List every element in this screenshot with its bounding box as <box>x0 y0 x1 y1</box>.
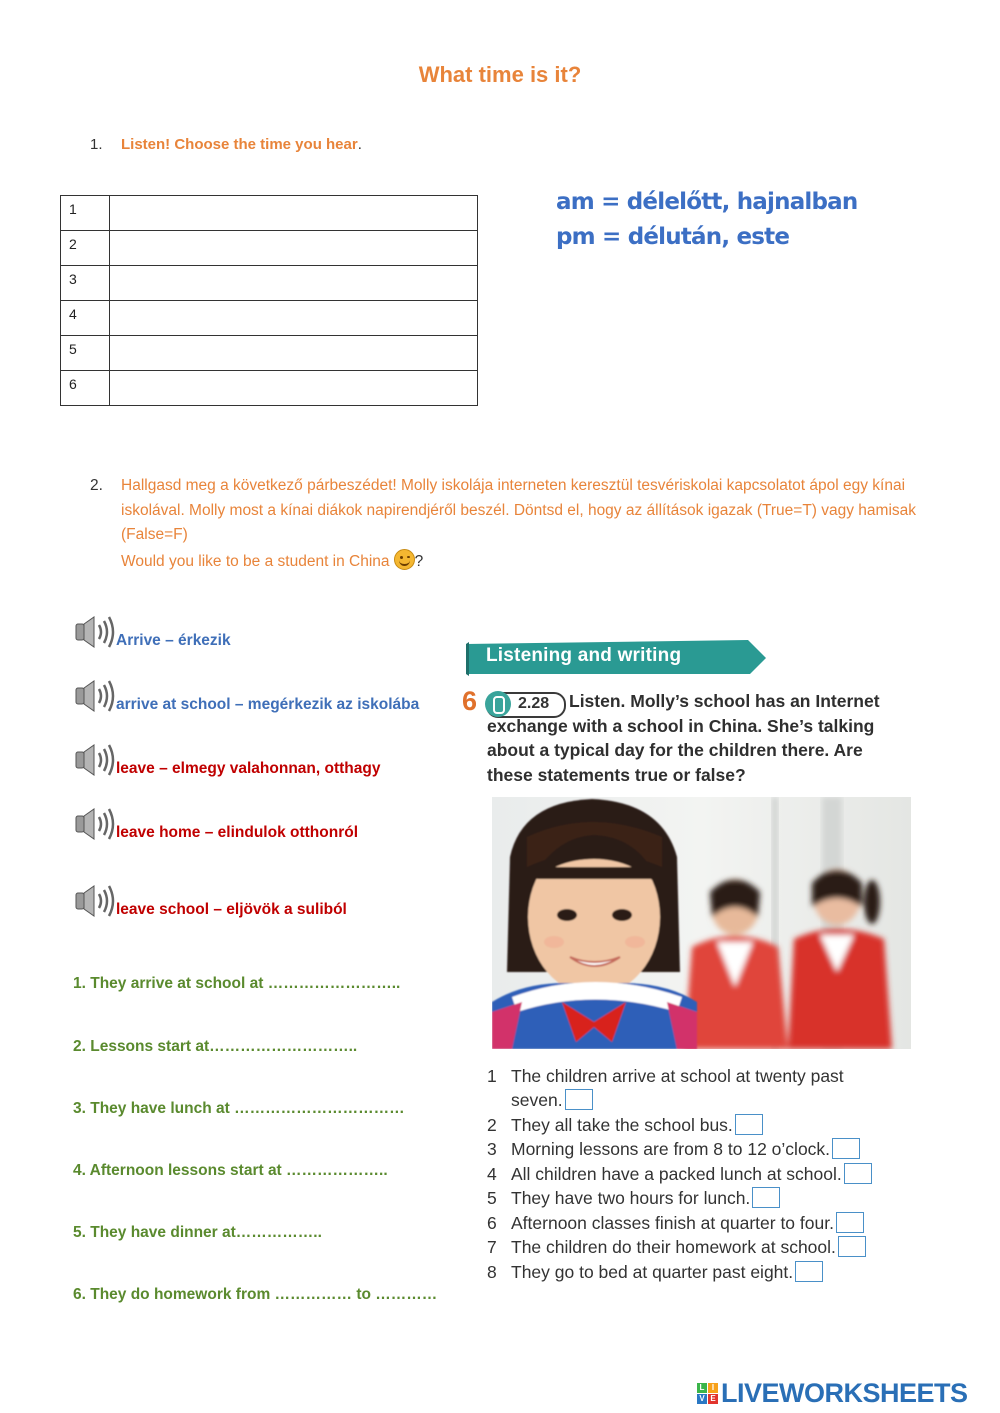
exercise-number: 6 <box>462 686 478 716</box>
table-row <box>61 196 478 231</box>
statement-6 <box>487 1211 864 1236</box>
speaker-icon[interactable] <box>72 614 116 650</box>
speaker-icon[interactable] <box>72 678 116 714</box>
statement-5 <box>487 1186 780 1211</box>
statement-text: The children arrive at school at twenty past <box>511 1066 844 1086</box>
answer-field-6[interactable] <box>110 371 478 406</box>
logo-mark-icon: L I V E <box>697 1383 718 1404</box>
question-1-dot: . <box>357 136 362 153</box>
vocab-item <box>72 806 358 842</box>
question-2-question <box>121 549 951 575</box>
section-banner <box>466 640 766 676</box>
page-title: What time is it? <box>418 62 582 87</box>
true-false-box-6[interactable] <box>836 1212 864 1233</box>
question-2-instruction: Hallgasd meg a következő párbeszédet! Molly iskolája interneten keresztül tesvériskolai kapcsolatot ápol egy kínai iskolával. Molly most a kínai diákok napirendjéről beszél. Döntsd el, hogy az állítások igazak (True=T) vagy hamisak (False=F) <box>121 477 917 543</box>
table-row <box>61 336 478 371</box>
vocab-item <box>72 742 380 778</box>
photo-illustration <box>492 797 911 1049</box>
true-false-box-8[interactable] <box>795 1261 823 1282</box>
statement-text: All children have a packed lunch at school. <box>511 1164 842 1184</box>
answer-field-3[interactable] <box>110 266 478 301</box>
am-note: am = délelőtt, hajnalban <box>556 189 858 215</box>
answer-table <box>60 195 478 406</box>
statement-3 <box>487 1137 860 1162</box>
statement-text: Morning lessons are from 8 to 12 o’clock. <box>511 1139 831 1159</box>
question-1-number: 1. <box>90 136 103 153</box>
table-row <box>61 371 478 406</box>
true-false-box-7[interactable] <box>838 1236 866 1257</box>
statement-text: They have two hours for lunch. <box>511 1188 751 1208</box>
true-false-box-4[interactable] <box>844 1163 872 1184</box>
row-number: 3 <box>61 266 110 301</box>
statement-1-continued <box>511 1088 593 1113</box>
statement-number: 7 <box>487 1237 497 1257</box>
statement-4 <box>487 1162 872 1187</box>
answer-field-1[interactable] <box>110 196 478 231</box>
answer-field-2[interactable] <box>110 231 478 266</box>
row-number: 5 <box>61 336 110 371</box>
exercise-instruction: Listen. Molly’s school has an Internet exchange with a school in China. She’s talking about a typical day for the children there. Are these statements true or false? <box>487 691 880 785</box>
statement-text: They go to bed at quarter past eight. <box>511 1262 794 1282</box>
true-false-box-3[interactable] <box>832 1138 860 1159</box>
vocab-item <box>72 678 419 714</box>
question-2-question-text: Would you like to be a student in China <box>121 552 390 570</box>
statement-1 <box>487 1064 844 1089</box>
statement-number: 2 <box>487 1115 497 1135</box>
statement-number: 4 <box>487 1164 497 1184</box>
statement-8 <box>487 1260 823 1285</box>
row-number: 1 <box>61 196 110 231</box>
banner-title: Listening and writing <box>486 645 682 666</box>
liveworksheets-logo[interactable] <box>697 1378 968 1409</box>
gap-sentence-2[interactable]: 2. Lessons start at……………………….. <box>73 1038 358 1055</box>
pm-note: pm = délután, este <box>556 224 790 250</box>
gap-sentence-5[interactable]: 5. They have dinner at…………….. <box>73 1224 322 1241</box>
vocab-word: leave home – elindulok otthonról <box>116 824 359 841</box>
statement-number: 3 <box>487 1139 497 1159</box>
logo-text: LIVEWORKSHEETS <box>721 1378 968 1408</box>
speaker-icon[interactable] <box>72 742 116 778</box>
classroom-photo <box>492 797 911 1049</box>
vocab-item <box>72 883 347 919</box>
statement-2 <box>487 1113 763 1138</box>
vocab-item <box>72 614 231 650</box>
statement-text: The children do their homework at school. <box>511 1237 836 1257</box>
question-mark: ? <box>414 552 424 570</box>
question-1-text: Listen! Choose the time you hear <box>121 136 358 153</box>
statement-number: 6 <box>487 1213 497 1233</box>
row-number: 6 <box>61 371 110 406</box>
winking-smiley-icon <box>394 549 415 570</box>
statement-number: 1 <box>487 1066 497 1086</box>
statement-number: 5 <box>487 1188 497 1208</box>
vocab-word: leave – elmegy valahonnan, otthagy <box>116 760 381 777</box>
true-false-box-5[interactable] <box>752 1187 780 1208</box>
statement-text: seven. <box>511 1090 563 1110</box>
statement-text: They all take the school bus. <box>511 1115 733 1135</box>
vocab-word: arrive at school – megérkezik az iskolába <box>116 696 420 713</box>
statement-number: 8 <box>487 1262 497 1282</box>
gap-sentence-1[interactable]: 1. They arrive at school at …………………….. <box>73 975 401 992</box>
speaker-icon[interactable] <box>72 806 116 842</box>
answer-field-4[interactable] <box>110 301 478 336</box>
vocab-word: leave school – eljövök a suliból <box>116 901 347 918</box>
answer-field-5[interactable] <box>110 336 478 371</box>
speaker-icon[interactable] <box>72 883 116 919</box>
question-2-text <box>121 474 951 574</box>
true-false-box-1[interactable] <box>565 1089 593 1110</box>
statement-text: Afternoon classes finish at quarter to four. <box>511 1213 834 1233</box>
statement-7 <box>487 1235 866 1260</box>
table-row <box>61 301 478 336</box>
gap-sentence-4[interactable]: 4. Afternoon lessons start at ……………….. <box>73 1162 388 1179</box>
question-1-instruction <box>121 136 362 154</box>
table-row <box>61 231 478 266</box>
row-number: 4 <box>61 301 110 336</box>
row-number: 2 <box>61 231 110 266</box>
gap-sentence-6[interactable]: 6. They do homework from …………… to ………… <box>73 1286 438 1303</box>
true-false-box-2[interactable] <box>735 1114 763 1135</box>
vocab-word: Arrive – érkezik <box>116 632 231 649</box>
gap-sentence-3[interactable]: 3. They have lunch at …………………………… <box>73 1100 405 1117</box>
table-row <box>61 266 478 301</box>
audio-track-number: 2.28 <box>518 695 550 712</box>
question-2-number: 2. <box>90 477 103 494</box>
